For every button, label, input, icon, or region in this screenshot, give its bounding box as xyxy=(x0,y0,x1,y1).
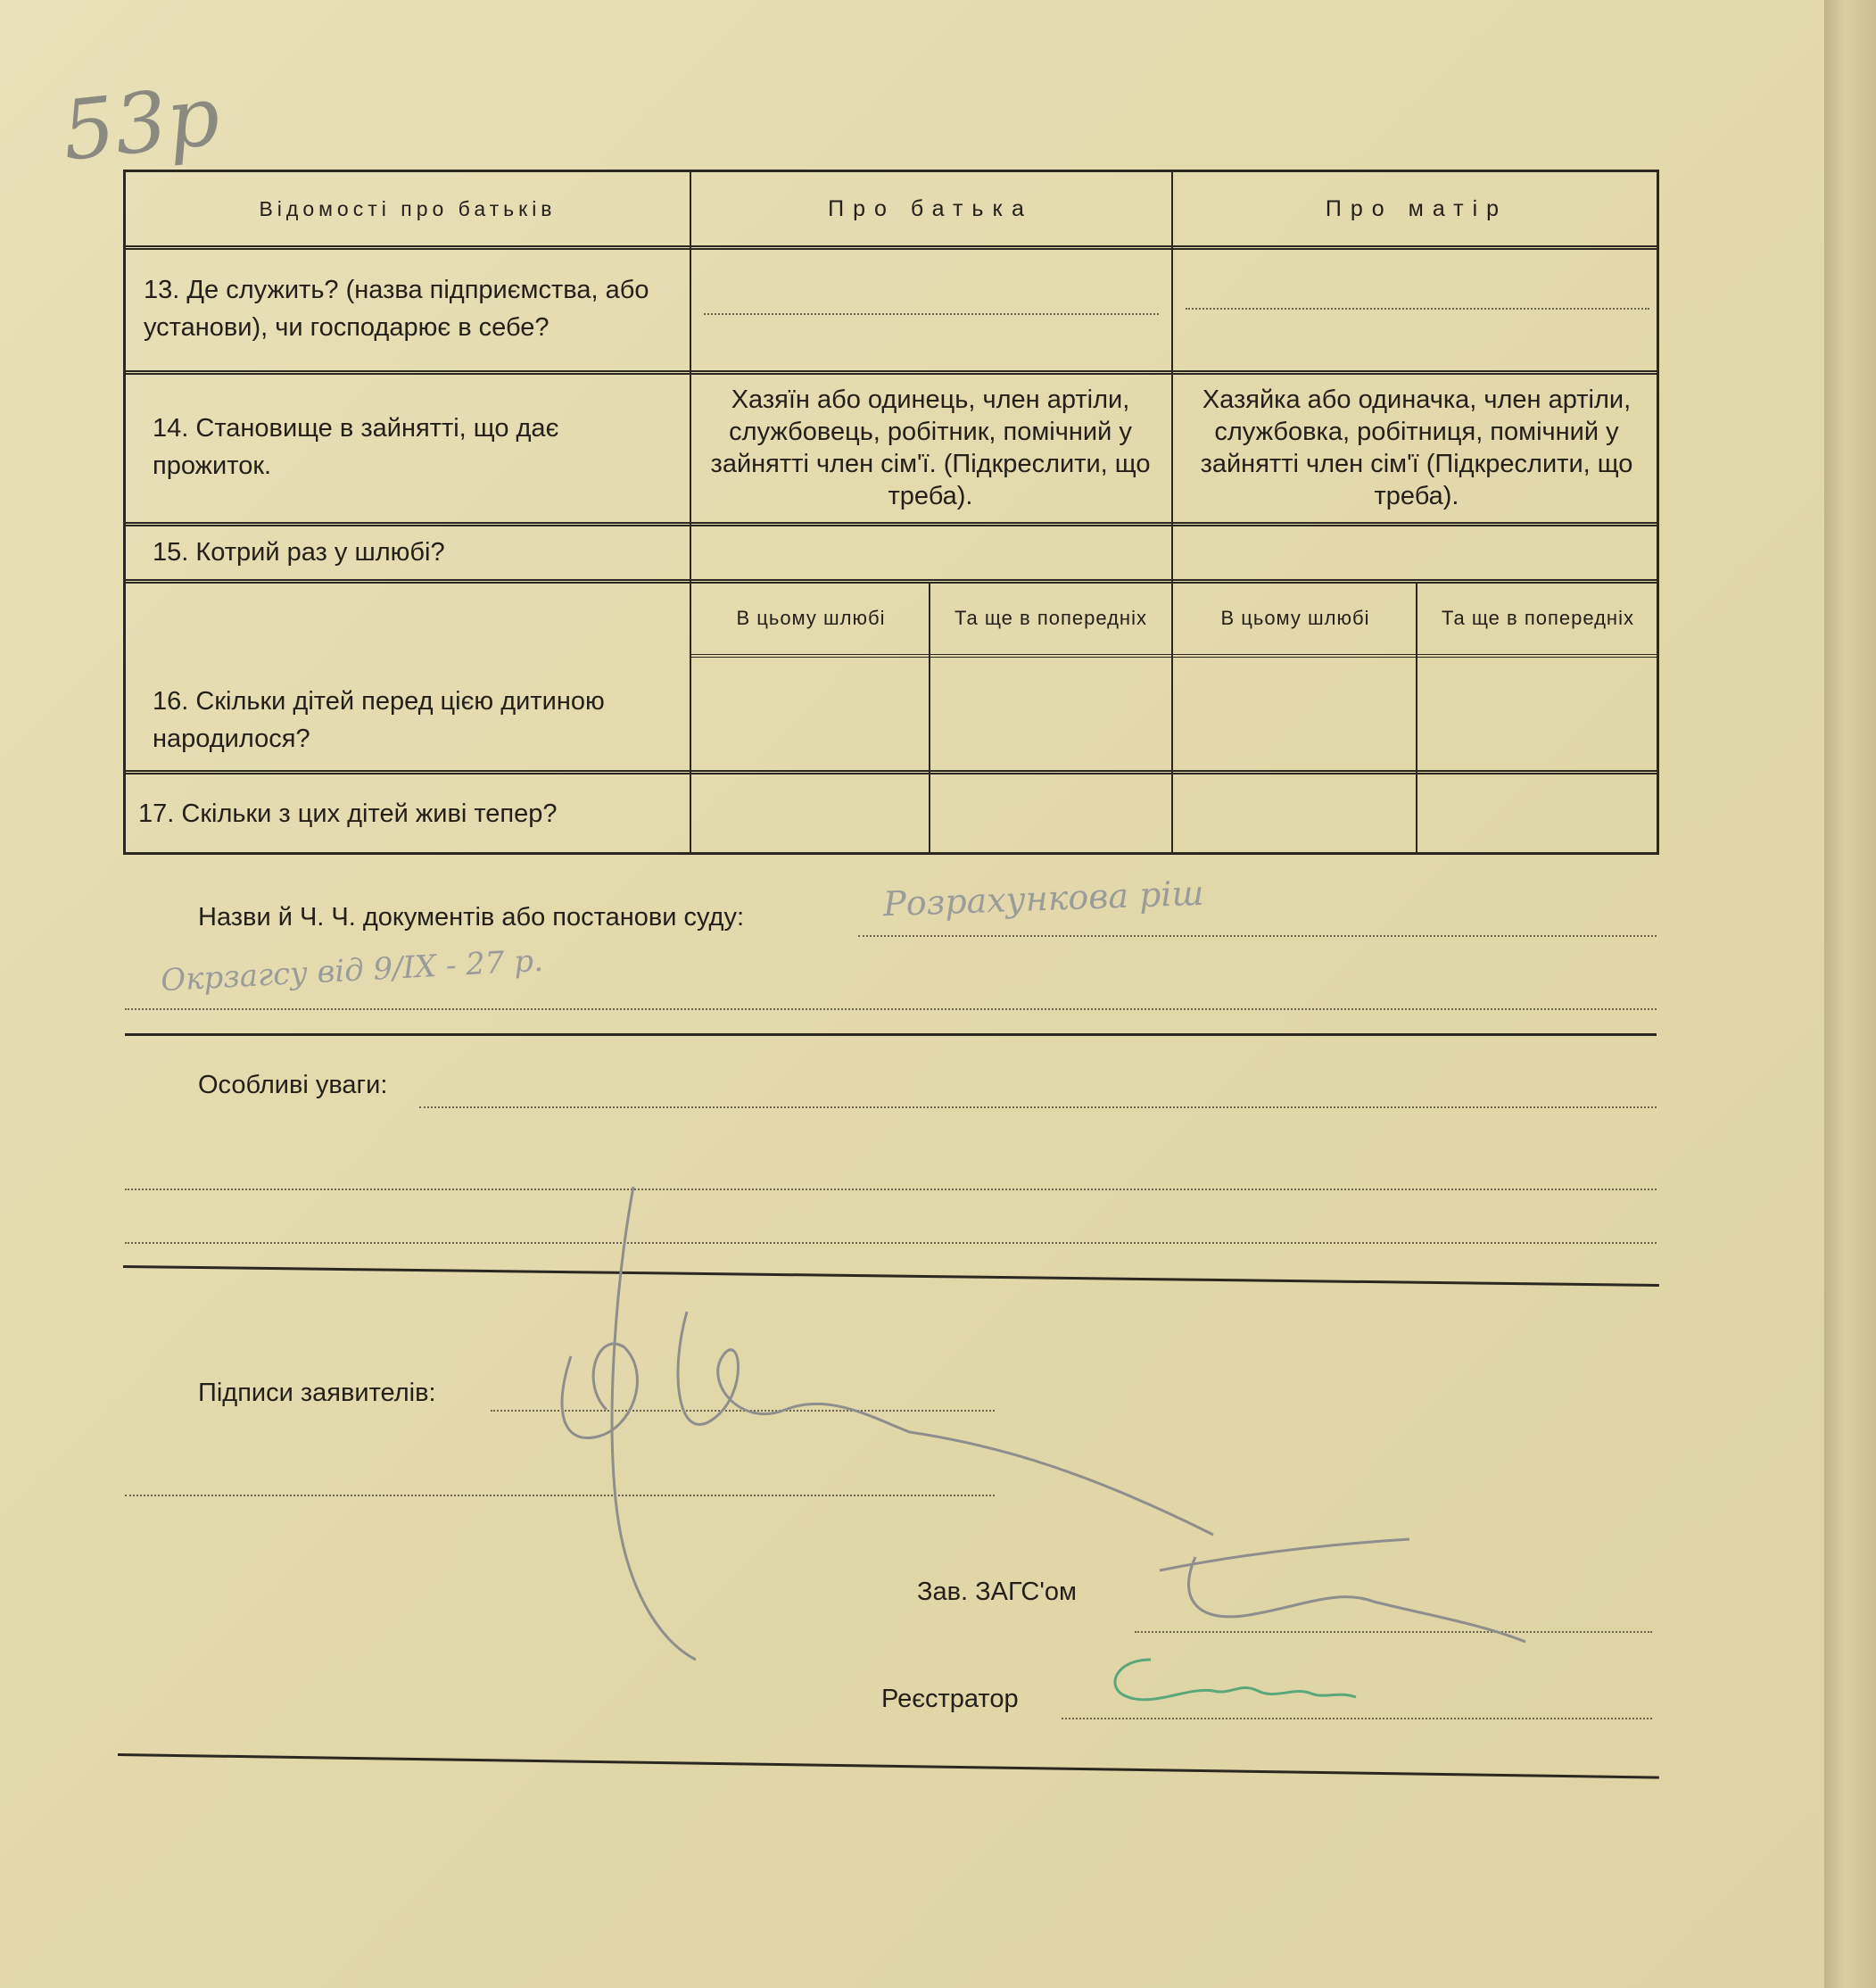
table-divider xyxy=(126,579,1657,584)
question-13: 13. Де служить? (назва підприємства, або установи), чи господарює в себе? xyxy=(144,276,649,342)
registrar-signature xyxy=(1097,1642,1365,1740)
documents-label: Назви й Ч. Ч. документів або постанови суду: xyxy=(198,903,745,932)
father-this-marriage-header: В цьому шлюбі xyxy=(736,607,886,629)
header-father: Про батька xyxy=(828,195,1033,221)
notes-label: Особливі уваги: xyxy=(198,1071,388,1099)
question-15: 15. Котрий раз у шлюбі? xyxy=(153,538,445,567)
table-divider xyxy=(929,583,930,852)
header-parents-info: Відомості про батьків xyxy=(259,196,557,220)
zags-head-label: Зав. ЗАГС'ом xyxy=(917,1578,1077,1606)
question-17: 17. Скільки з цих дітей живі тепер? xyxy=(138,799,558,828)
registrar-label: Реєстратор xyxy=(881,1685,1019,1713)
table-divider xyxy=(126,370,1657,375)
table-divider xyxy=(690,654,1657,658)
mother-this-marriage-header: В цьому шлюбі xyxy=(1220,607,1370,629)
documents-handwriting-1: Розрахункова ріш xyxy=(882,873,1205,924)
father-previous-header: Та ще в попередніх xyxy=(955,607,1147,629)
table-divider xyxy=(126,522,1657,526)
binding-spine xyxy=(1824,0,1876,1988)
signatures-label: Підписи заявителів: xyxy=(198,1379,436,1407)
table-divider xyxy=(1416,583,1417,852)
table-divider xyxy=(126,770,1657,774)
folio-number: 53р xyxy=(57,68,225,179)
documents-line-1[interactable] xyxy=(858,935,1657,937)
mother-previous-header: Та ще в попередніх xyxy=(1442,607,1634,629)
mother-employment-options: Хазяйка або одиначка, член артіли, службовка, робітниця, помічний у зайнятті член сім'ї (Підкреслити, що треба). xyxy=(1200,385,1633,510)
notes-line-1[interactable] xyxy=(419,1106,1657,1108)
question-16: 16. Скільки дітей перед цією дитиною народилося? xyxy=(153,687,605,753)
answer-line-mother-13[interactable] xyxy=(1186,308,1649,310)
table-divider xyxy=(1171,172,1173,852)
father-employment-options: Хазяїн або одинець, член артіли, службовець, робітник, помічний у зайнятті член сім'ї. (Підкреслити, що треба). xyxy=(710,385,1151,510)
table-divider xyxy=(690,172,691,852)
documents-line-2[interactable] xyxy=(125,1008,1657,1010)
bottom-rule xyxy=(118,1753,1659,1779)
documents-handwriting-2: Окрзагсу від 9/IX - 27 р. xyxy=(160,942,544,999)
section-rule xyxy=(125,1033,1657,1036)
header-mother: Про матір xyxy=(1325,195,1508,221)
answer-line-father-13[interactable] xyxy=(704,313,1159,315)
parents-info-table xyxy=(123,170,1659,855)
question-14: 14. Становище в зайнятті, що дає прожиток. xyxy=(153,414,559,480)
zags-head-signature xyxy=(1142,1517,1552,1660)
